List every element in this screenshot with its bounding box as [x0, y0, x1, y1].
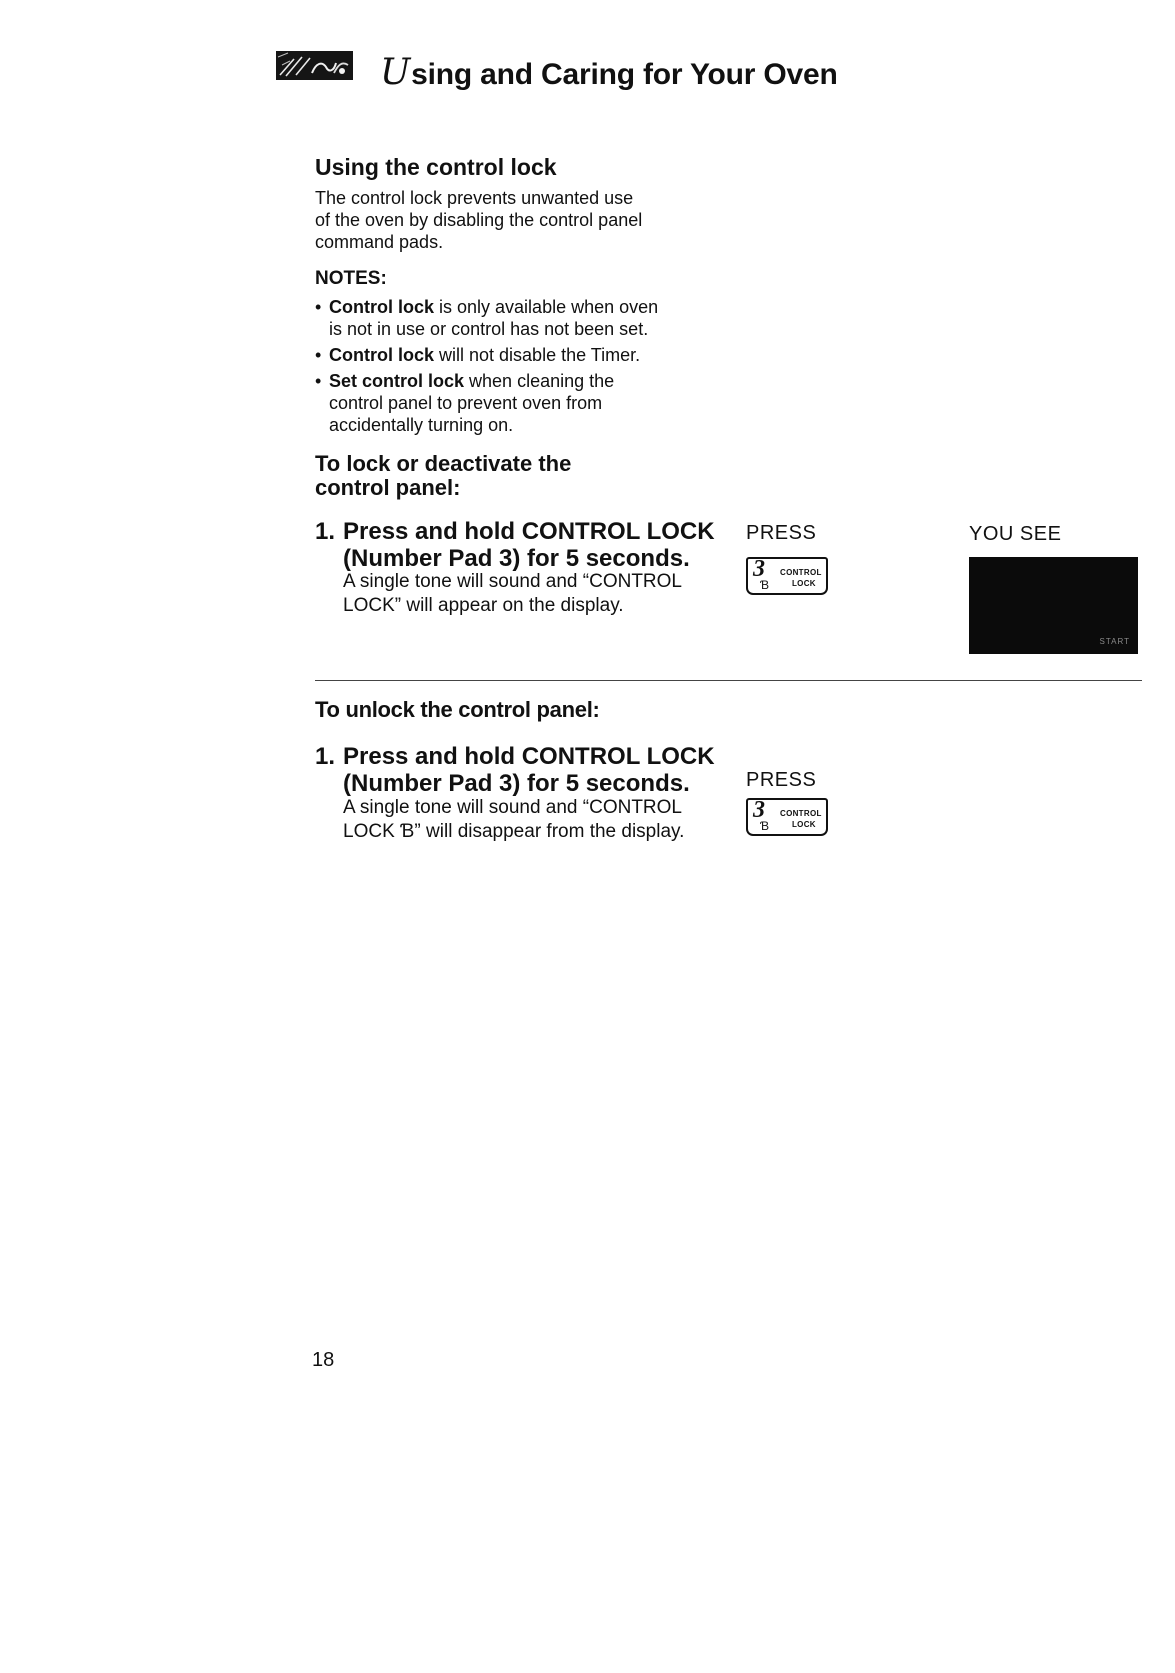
- keypad-word: LOCK: [792, 820, 816, 829]
- step-number: 1.: [315, 518, 336, 545]
- press-label: PRESS: [746, 769, 817, 791]
- keypad-number: 3: [753, 797, 765, 823]
- control-lock-keypad-icon: [746, 557, 828, 595]
- note-bold: Control lock: [329, 345, 435, 365]
- bullet-icon: •: [315, 371, 322, 391]
- note-bold: Set control lock: [329, 371, 465, 391]
- bullet-icon: •: [315, 297, 322, 317]
- title-rest: sing and Caring for Your Oven: [411, 58, 838, 91]
- notes-label: NOTES:: [315, 268, 387, 289]
- note-text: is not in use or control has not been set.: [329, 319, 649, 339]
- you-see-label: YOU SEE: [969, 523, 1062, 545]
- section-heading: Using the control lock: [315, 154, 557, 180]
- note-item: [315, 296, 735, 340]
- keypad-word: LOCK: [792, 579, 816, 588]
- note-text: control panel to prevent oven from: [329, 393, 603, 413]
- lock-heading: [315, 452, 615, 500]
- lock-heading-line: To lock or deactivate the: [315, 451, 572, 476]
- notes-list: [315, 296, 735, 440]
- bullet-icon: •: [315, 345, 322, 365]
- keypad-word: CONTROL: [780, 809, 822, 818]
- step-number: 1.: [315, 743, 336, 770]
- unlock-step-title: [315, 743, 735, 797]
- keypad-word: CONTROL: [780, 568, 822, 577]
- note-text: when cleaning the: [464, 371, 615, 391]
- page-title: [380, 52, 838, 93]
- step-title-line: Press and hold CONTROL LOCK: [343, 518, 715, 545]
- note-text: will not disable the Timer.: [434, 345, 641, 365]
- note-item: [315, 344, 735, 366]
- step-desc-line: LOCK Ɓ” will disappear from the display.: [343, 821, 685, 842]
- intro-line: command pads.: [315, 232, 444, 252]
- lock-icon: Ɓ: [760, 819, 770, 833]
- step-title-line: Press and hold CONTROL LOCK: [343, 743, 715, 770]
- lock-step-description: [343, 570, 723, 618]
- step-title-line: (Number Pad 3) for 5 seconds.: [343, 545, 690, 572]
- keypad-number: 3: [753, 556, 765, 582]
- display-text: START: [1099, 637, 1130, 646]
- note-text: accidentally turning on.: [329, 415, 514, 435]
- header-logo: [276, 51, 353, 80]
- lock-icon: Ɓ: [760, 578, 770, 592]
- oven-display: [969, 557, 1138, 654]
- section-divider: [315, 680, 1142, 681]
- note-bold: Control lock: [329, 297, 435, 317]
- step-desc-line: A single tone will sound and “CONTROL: [343, 571, 682, 592]
- step-desc-line: LOCK” will appear on the display.: [343, 595, 624, 616]
- title-initial: U: [380, 52, 411, 93]
- page-number: 18: [312, 1349, 335, 1371]
- note-item: [315, 370, 735, 436]
- press-label: PRESS: [746, 522, 817, 544]
- intro-line: The control lock prevents unwanted use: [315, 188, 634, 208]
- unlock-heading: To unlock the control panel:: [315, 697, 600, 722]
- step-desc-line: A single tone will sound and “CONTROL: [343, 797, 682, 818]
- intro-line: of the oven by disabling the control panel: [315, 210, 643, 230]
- intro-paragraph: [315, 187, 705, 253]
- control-lock-keypad-icon: [746, 798, 828, 836]
- note-text: is only available when oven: [434, 297, 659, 317]
- lock-step-title: [315, 518, 735, 572]
- step-title-line: (Number Pad 3) for 5 seconds.: [343, 770, 690, 797]
- lock-heading-line: control panel:: [315, 475, 461, 500]
- unlock-step-description: [343, 796, 723, 844]
